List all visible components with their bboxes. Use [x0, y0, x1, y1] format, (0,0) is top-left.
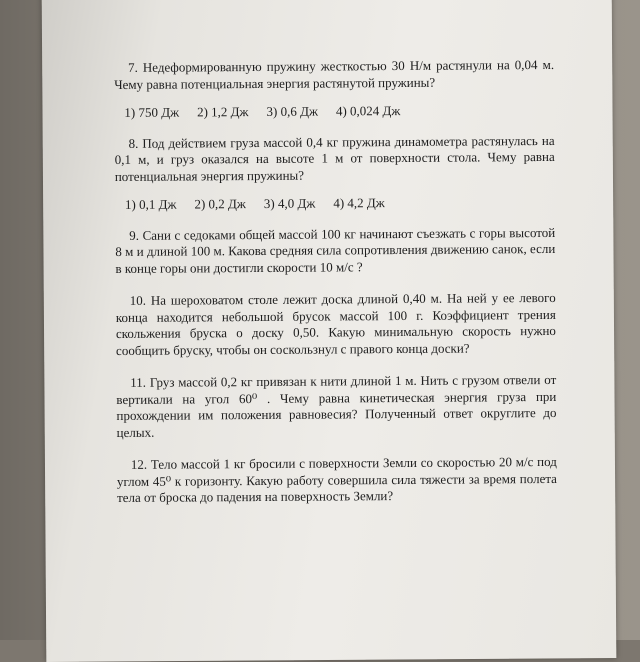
answer-option: 4) 4,2 Дж: [333, 195, 385, 211]
problem-10-text: 10. На шероховатом столе лежит доска длиной 0,40 м. На ней у ее левого конца находится небольшой брусок массой 100 г. Коэффициент трения скольжения бруска о доску 0,50. Какую минимальную скорость нужно сообщить бруску, чтобы он соскользнул с правого конца доски?: [115, 289, 556, 358]
answer-option: 2) 1,2 Дж: [196, 104, 249, 120]
answer-option: 3) 0,6 Дж: [266, 103, 318, 119]
problem-list: [114, 57, 557, 507]
problem-9: [115, 224, 555, 277]
problem-11-text: 11. Груз массой 0,2 кг привязан к нити длиной 1 м. Нить с грузом отвели от вертикали на угол 60⁰ . Чему равна кинетическая энергия груза при прохождении им положения равновесия? Полученный ответ округлите до целых.: [116, 371, 557, 440]
answer-option: 1) 0,1 Дж: [124, 196, 177, 212]
problem-12-text: 12. Тело массой 1 кг бросили с поверхности Земли со скоростью 20 м/с под углом 45⁰ к горизонту. Какую работу совершила сила тяжести за время полета тела от броска до падения на поверхность Земли?: [116, 453, 557, 505]
problem-11: [116, 372, 556, 441]
answer-option: 1) 750 Дж: [124, 104, 180, 120]
problem-7: [114, 57, 554, 122]
problem-8: [115, 132, 556, 213]
problem-12: [117, 454, 557, 507]
answer-option: 2) 0,2 Дж: [194, 196, 246, 212]
problem-8-text: 8. Под действием груза массой 0,4 кг пружина динамометра растянулась на 0,1 м, и груз оказался на высоте 1 м от поверхности стола. Чему равна потенциальная энергия пружины?: [114, 132, 555, 184]
problem-9-text: 9. Сани с седоками общей массой 100 кг начинают съезжать с горы высотой 8 м и длиной 100 м. Какова средняя сила сопротивления движению санок, если в конце горы они достигли скорости 10 м/с ?: [115, 224, 556, 276]
answer-option: 3) 4,0 Дж: [263, 195, 316, 211]
problem-10: [116, 290, 556, 359]
answer-option: 4) 0,024 Дж: [335, 103, 401, 119]
problem-7-text: 7. Недеформированную пружину жесткостью 30 Н/м растянули на 0,04 м. Чему равна потенциальная энергия растянутой пружины?: [114, 56, 555, 92]
